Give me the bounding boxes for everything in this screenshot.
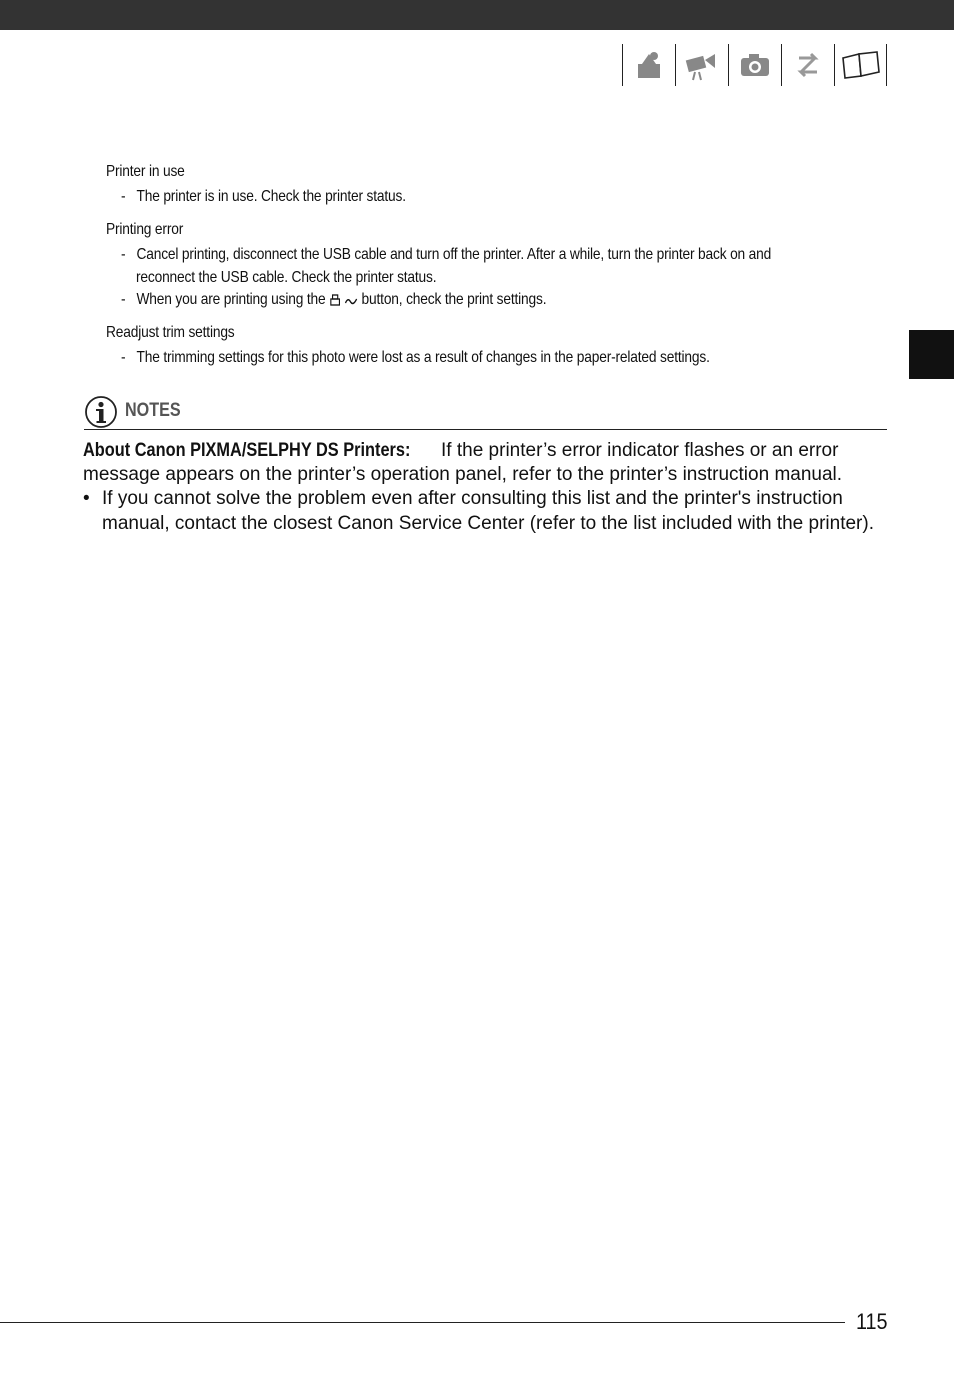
entry-title-printing-error: Printing error	[106, 221, 184, 238]
entry-bullet: - Cancel printing, disconnect the USB cable and turn off the printer. After a while, turn the printer back on and	[121, 246, 772, 263]
entry-title-readjust-trim: Readjust trim settings	[106, 324, 235, 341]
page-number: 115	[856, 1309, 888, 1334]
chapter-side-tab	[909, 330, 954, 379]
notes-heading	[84, 396, 887, 430]
entry-bullet: - The printer is in use. Check the printer status.	[121, 188, 406, 205]
entry-title-printer-in-use: Printer in use	[106, 163, 185, 180]
print-icon	[329, 293, 341, 307]
book-icon[interactable]	[834, 44, 887, 86]
camera-icon[interactable]	[728, 44, 781, 86]
movie-camera-icon[interactable]	[675, 44, 728, 86]
top-bar	[0, 0, 954, 30]
share-icon	[344, 293, 358, 307]
chapter-icon-strip	[622, 44, 890, 86]
note-lead: About Canon PIXMA/SELPHY DS Printers:	[83, 440, 411, 461]
entry-bullet-continuation: reconnect the USB cable. Check the printer status.	[136, 269, 437, 286]
setup-icon[interactable]	[622, 44, 675, 86]
entry-bullet: - When you are printing using the button, check the print settings.	[121, 291, 547, 308]
note-paragraph: About Canon PIXMA/SELPHY DS Printers: If the printer’s error indicator flashes or an error message appears on the printer’s operation panel, refer to the printer’s instruction manual.	[83, 440, 843, 485]
info-icon	[84, 396, 118, 430]
entry-bullet: - The trimming settings for this photo were lost as a result of changes in the paper-related settings.	[121, 349, 710, 366]
footer-rule	[0, 1322, 845, 1323]
transfer-icon[interactable]	[781, 44, 834, 86]
notes-label: NOTES	[125, 400, 181, 421]
